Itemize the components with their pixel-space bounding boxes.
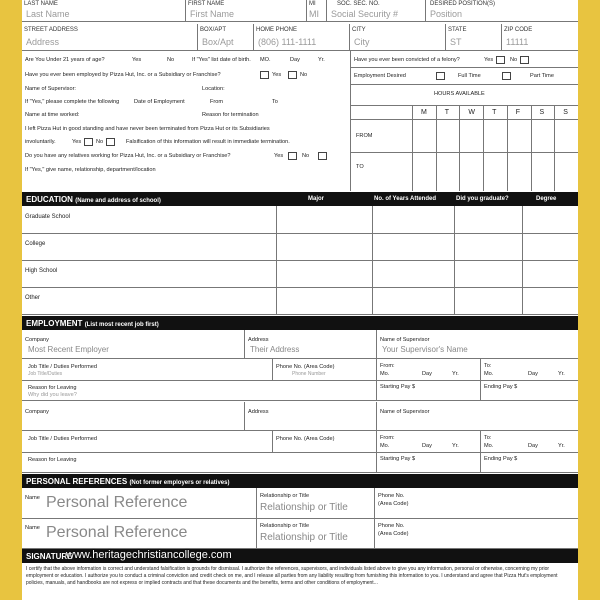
- emp-row-line: [22, 430, 578, 431]
- to-label: To:: [484, 363, 492, 369]
- starting-pay-label: Starting Pay $: [380, 456, 416, 462]
- employed-yes-checkbox[interactable]: [260, 71, 269, 79]
- hours-day-label: W: [468, 109, 475, 116]
- supervisor-label: Name of Supervisor: [380, 409, 430, 415]
- position-label: DESIRED POSITION(S): [430, 1, 496, 7]
- name-row: [22, 0, 578, 22]
- questions-block: [22, 51, 578, 191]
- dob-day-label: Day: [290, 57, 300, 63]
- emp-col-line: [244, 402, 245, 430]
- ending-pay-label: Ending Pay $: [484, 456, 518, 462]
- hours-header-line: [350, 105, 578, 106]
- under21-no-label: No: [167, 57, 175, 63]
- ref-phone-label: Phone No.: [378, 493, 405, 499]
- reason-placeholder[interactable]: Why did you leave?: [28, 392, 77, 398]
- emp-row-line: [22, 358, 578, 359]
- month-label: Mo.: [380, 371, 390, 377]
- dob-yr-label: Yr.: [318, 57, 325, 63]
- felony-yes-label: Yes: [484, 57, 494, 63]
- employment-desired-label: Employment Desired: [354, 73, 406, 79]
- starting-pay-label: Starting Pay $: [380, 384, 416, 390]
- employment-title: EMPLOYMENT: [26, 319, 83, 328]
- day-label: Day: [422, 371, 432, 377]
- references-header: [22, 474, 578, 488]
- education-years-header: No. of Years Attended: [374, 196, 437, 202]
- signature-title: SIGNATURE: [26, 552, 73, 561]
- employed-yes-label: Yes: [272, 72, 282, 78]
- day-label: Day: [528, 443, 538, 449]
- standing-no-checkbox[interactable]: [106, 138, 115, 146]
- edu-row-label: College: [25, 241, 46, 247]
- job-title-placeholder[interactable]: Job Title/Duties: [28, 371, 63, 377]
- company-placeholder[interactable]: Most Recent Employer: [28, 345, 109, 354]
- edu-row-label: Other: [25, 295, 41, 301]
- supervisor-label: Name of Supervisor: [380, 337, 430, 343]
- home-phone-field[interactable]: [254, 24, 350, 50]
- hours-day-label: M: [421, 109, 427, 116]
- hours-day-label: F: [515, 109, 521, 116]
- felony-yes-checkbox[interactable]: [496, 56, 505, 64]
- emp-col-line: [272, 430, 273, 452]
- year-label: Yr.: [558, 443, 565, 449]
- first-name-placeholder: First Name: [190, 9, 235, 19]
- location-label: Location:: [202, 86, 225, 92]
- part-time-checkbox[interactable]: [502, 72, 511, 80]
- edu-row-label: Graduate School: [25, 214, 71, 220]
- state-field[interactable]: [446, 24, 502, 50]
- emp-row-line: [22, 380, 578, 381]
- month-label: Mo.: [380, 443, 390, 449]
- ref-phone-label: Phone No.: [378, 523, 405, 529]
- under21-yes-label: Yes: [132, 57, 142, 63]
- part-time-label: Part Time: [530, 73, 554, 79]
- ref-name-label: Name: [25, 495, 40, 501]
- street-label: STREET ADDRESS: [24, 27, 78, 33]
- felony-divider: [350, 67, 578, 68]
- city-field[interactable]: [350, 24, 446, 50]
- edu-row-line: [22, 233, 578, 234]
- employed-no-checkbox[interactable]: [288, 71, 297, 79]
- education-subtitle: (Name and address of school): [75, 198, 161, 204]
- ref-row-line: [22, 518, 578, 519]
- first-name-field[interactable]: [186, 0, 307, 21]
- hours-day-column: [554, 105, 555, 191]
- education-degree-header: Degree: [536, 196, 557, 202]
- hours-day-column: [507, 105, 508, 191]
- mi-placeholder: MI: [309, 9, 319, 19]
- phone-label: Phone No. (Area Code): [276, 436, 335, 442]
- ref-relationship-placeholder[interactable]: Relationship or Title: [260, 502, 348, 513]
- ref-name-placeholder[interactable]: Personal Reference: [46, 524, 188, 541]
- employed-question: Have you ever been employed by Pizza Hut, Inc. or a Subsidiary or Franchise?: [25, 72, 221, 78]
- year-label: Yr.: [558, 371, 565, 377]
- supervisor-placeholder[interactable]: Your Supervisor's Name: [382, 345, 468, 354]
- address-placeholder[interactable]: Their Address: [250, 345, 300, 354]
- ref-area-label: (Area Code): [378, 501, 409, 507]
- hours-day-label: T: [492, 109, 497, 116]
- good-standing-statement: I left Pizza Hut in good standing and have never been terminated from Pizza Hut or its Subsidiaries: [25, 126, 270, 132]
- reason-label: Reason for Leaving: [28, 457, 77, 463]
- city-label: CITY: [352, 27, 366, 33]
- if-yes-label: If "Yes," please complete the following: [25, 99, 120, 105]
- reason-termination-label: Reason for termination: [202, 112, 259, 118]
- relatives-yes-checkbox[interactable]: [288, 152, 297, 160]
- hours-to-label: TO: [356, 164, 364, 170]
- emp-col-line: [272, 358, 273, 380]
- ref-relationship-label: Relationship or Title: [260, 493, 310, 499]
- hours-day-column: [531, 105, 532, 191]
- hours-available-label: HOURS AVAILABLE: [434, 91, 485, 97]
- emp-col-line: [480, 358, 481, 400]
- ssn-label: SOC. SEC. NO.: [337, 1, 380, 7]
- hours-day-column: [436, 105, 437, 191]
- references-table: [22, 488, 578, 548]
- emp-col-line: [244, 330, 245, 358]
- mi-label: MI: [309, 1, 316, 7]
- zip-placeholder: 11111: [506, 37, 529, 47]
- address-label: Address: [248, 409, 269, 415]
- home-phone-label: HOME PHONE: [256, 27, 298, 33]
- references-title: PERSONAL REFERENCES: [26, 477, 128, 486]
- references-subtitle: (Not former employers or relatives): [129, 480, 230, 486]
- edu-row-line: [22, 287, 578, 288]
- emp-row-line: [22, 400, 578, 401]
- education-major-header: Major: [308, 196, 325, 202]
- standing-no-label: No: [96, 139, 104, 145]
- dob-mo-label: MO.: [260, 57, 271, 63]
- position-field[interactable]: [426, 0, 578, 21]
- state-label: STATE: [448, 27, 467, 33]
- year-label: Yr.: [452, 443, 459, 449]
- relatives-details-label: If "Yes," give name, relationship, department/location: [25, 167, 156, 173]
- hours-day-label: T: [444, 109, 449, 116]
- hours-day-column: [483, 105, 484, 191]
- box-placeholder: Box/Apt: [202, 37, 234, 47]
- emp-from-label: From: [210, 99, 224, 105]
- employed-no-label: No: [300, 72, 308, 78]
- box-field[interactable]: [198, 24, 254, 50]
- relatives-question: Do you have any relatives working for Pizza Hut, Inc. or a Subsidiary or Franchise?: [25, 153, 231, 159]
- last-name-field[interactable]: [22, 0, 186, 21]
- ref-name-placeholder[interactable]: Personal Reference: [46, 494, 188, 511]
- job-title-label: Job Title / Duties Performed: [28, 436, 98, 442]
- emp-to-label: To: [272, 99, 278, 105]
- education-header: [22, 192, 578, 206]
- phone-placeholder[interactable]: Phone Number: [292, 371, 326, 377]
- mi-field[interactable]: [307, 0, 327, 21]
- reason-label: Reason for Leaving: [28, 385, 77, 391]
- employment-subtitle: (List most recent job first): [84, 322, 159, 328]
- under21-question: Are You Under 21 years of age?: [25, 57, 105, 63]
- dob-label: If "Yes" list date of birth.: [192, 57, 251, 63]
- year-label: Yr.: [452, 371, 459, 377]
- full-time-label: Full Time: [458, 73, 481, 79]
- hours-day-column: [459, 105, 460, 191]
- address-row: [22, 24, 578, 51]
- ref-name-label: Name: [25, 525, 40, 531]
- zip-field[interactable]: [502, 24, 578, 50]
- emp-row-line: [22, 452, 578, 453]
- supervisor-label: Name of Supervisor:: [25, 86, 76, 92]
- street-field[interactable]: [22, 24, 198, 50]
- position-placeholder: Position: [430, 9, 463, 19]
- box-label: BOX/APT: [200, 27, 227, 33]
- job-title-label: Job Title / Duties Performed: [28, 364, 98, 370]
- relatives-no-checkbox[interactable]: [318, 152, 327, 160]
- ref-relationship-placeholder[interactable]: Relationship or Title: [260, 532, 348, 543]
- ref-area-label: (Area Code): [378, 531, 409, 537]
- felony-no-checkbox[interactable]: [520, 56, 529, 64]
- edu-row-label: High School: [25, 268, 58, 274]
- from-label: From:: [380, 363, 395, 369]
- employment-header: [22, 316, 578, 330]
- relatives-yes-label: Yes: [274, 153, 284, 159]
- city-placeholder: City: [354, 37, 370, 47]
- company-label: Company: [25, 337, 49, 343]
- month-label: Mo.: [484, 443, 494, 449]
- time-worked-label: Name at time worked:: [25, 112, 80, 118]
- education-title: EDUCATION: [26, 195, 73, 204]
- state-placeholder: ST: [450, 37, 462, 47]
- ending-pay-label: Ending Pay $: [484, 384, 518, 390]
- hours-day-column: [412, 105, 413, 191]
- hours-from-label: FROM: [356, 133, 373, 139]
- edu-row-line: [22, 314, 578, 315]
- ref-relationship-label: Relationship or Title: [260, 523, 310, 529]
- involuntarily-label: involuntarily.: [25, 139, 56, 145]
- day-label: Day: [528, 371, 538, 377]
- date-employment-label: Date of Employment: [134, 99, 185, 105]
- felony-no-label: No: [510, 57, 518, 63]
- felony-question: Have you ever been convicted of a felony?: [354, 57, 460, 63]
- falsification-warning: Falsification of this information will result in immediate termination.: [126, 139, 290, 145]
- employment-table: [22, 330, 578, 472]
- application-form: [22, 0, 578, 600]
- questions-divider: [350, 51, 351, 191]
- full-time-checkbox[interactable]: [436, 72, 445, 80]
- standing-yes-checkbox[interactable]: [84, 138, 93, 146]
- ssn-placeholder: Social Security #: [331, 9, 399, 19]
- month-label: Mo.: [484, 371, 494, 377]
- from-label: From:: [380, 435, 395, 441]
- emp-row-line: [22, 472, 578, 473]
- first-name-label: FIRST NAME: [188, 1, 225, 7]
- from-row-line: [350, 152, 578, 153]
- certification-paragraph: I certify that the above information is correct and understand falsification is grounds for dismissal. I authorize the references, supervisors, and individuals listed above to give you any information, personal or otherwise, concerning my prior employment or education. I authorize you to conduct a criminal conviction and credit check on me, and I release all parties from any liability resulting from furnishing this information to you. I understand and agree that Pizza Hut's employment policies, manuals, and handbooks are not express or implied contracts and that these documents and the benefits, terms and other conditions of employment...: [26, 566, 558, 586]
- last-name-label: LAST NAME: [24, 1, 58, 7]
- last-name-placeholder: Last Name: [26, 9, 70, 19]
- emp-col-line: [376, 402, 377, 472]
- phone-label: Phone No. (Area Code): [276, 364, 335, 370]
- standing-yes-label: Yes: [72, 139, 82, 145]
- company-label: Company: [25, 409, 49, 415]
- street-placeholder: Address: [26, 37, 60, 47]
- day-label: Day: [422, 443, 432, 449]
- relatives-no-label: No: [302, 153, 310, 159]
- emp-col-line: [480, 430, 481, 472]
- to-label: To:: [484, 435, 492, 441]
- watermark-text: www.heritagechristiancollege.com: [66, 549, 232, 561]
- zip-label: ZIP CODE: [504, 27, 533, 33]
- home-phone-placeholder: (806) 111-1111: [258, 37, 317, 47]
- education-table: [22, 206, 578, 314]
- edu-row-line: [22, 260, 578, 261]
- education-graduate-header: Did you graduate?: [456, 196, 509, 202]
- hours-day-label: S: [563, 109, 568, 116]
- ssn-field[interactable]: [327, 0, 426, 21]
- hours-day-label: S: [539, 109, 545, 116]
- days-row-line: [350, 119, 578, 120]
- emp-col-line: [376, 330, 377, 400]
- address-label: Address: [248, 337, 269, 343]
- desired-divider: [350, 84, 578, 85]
